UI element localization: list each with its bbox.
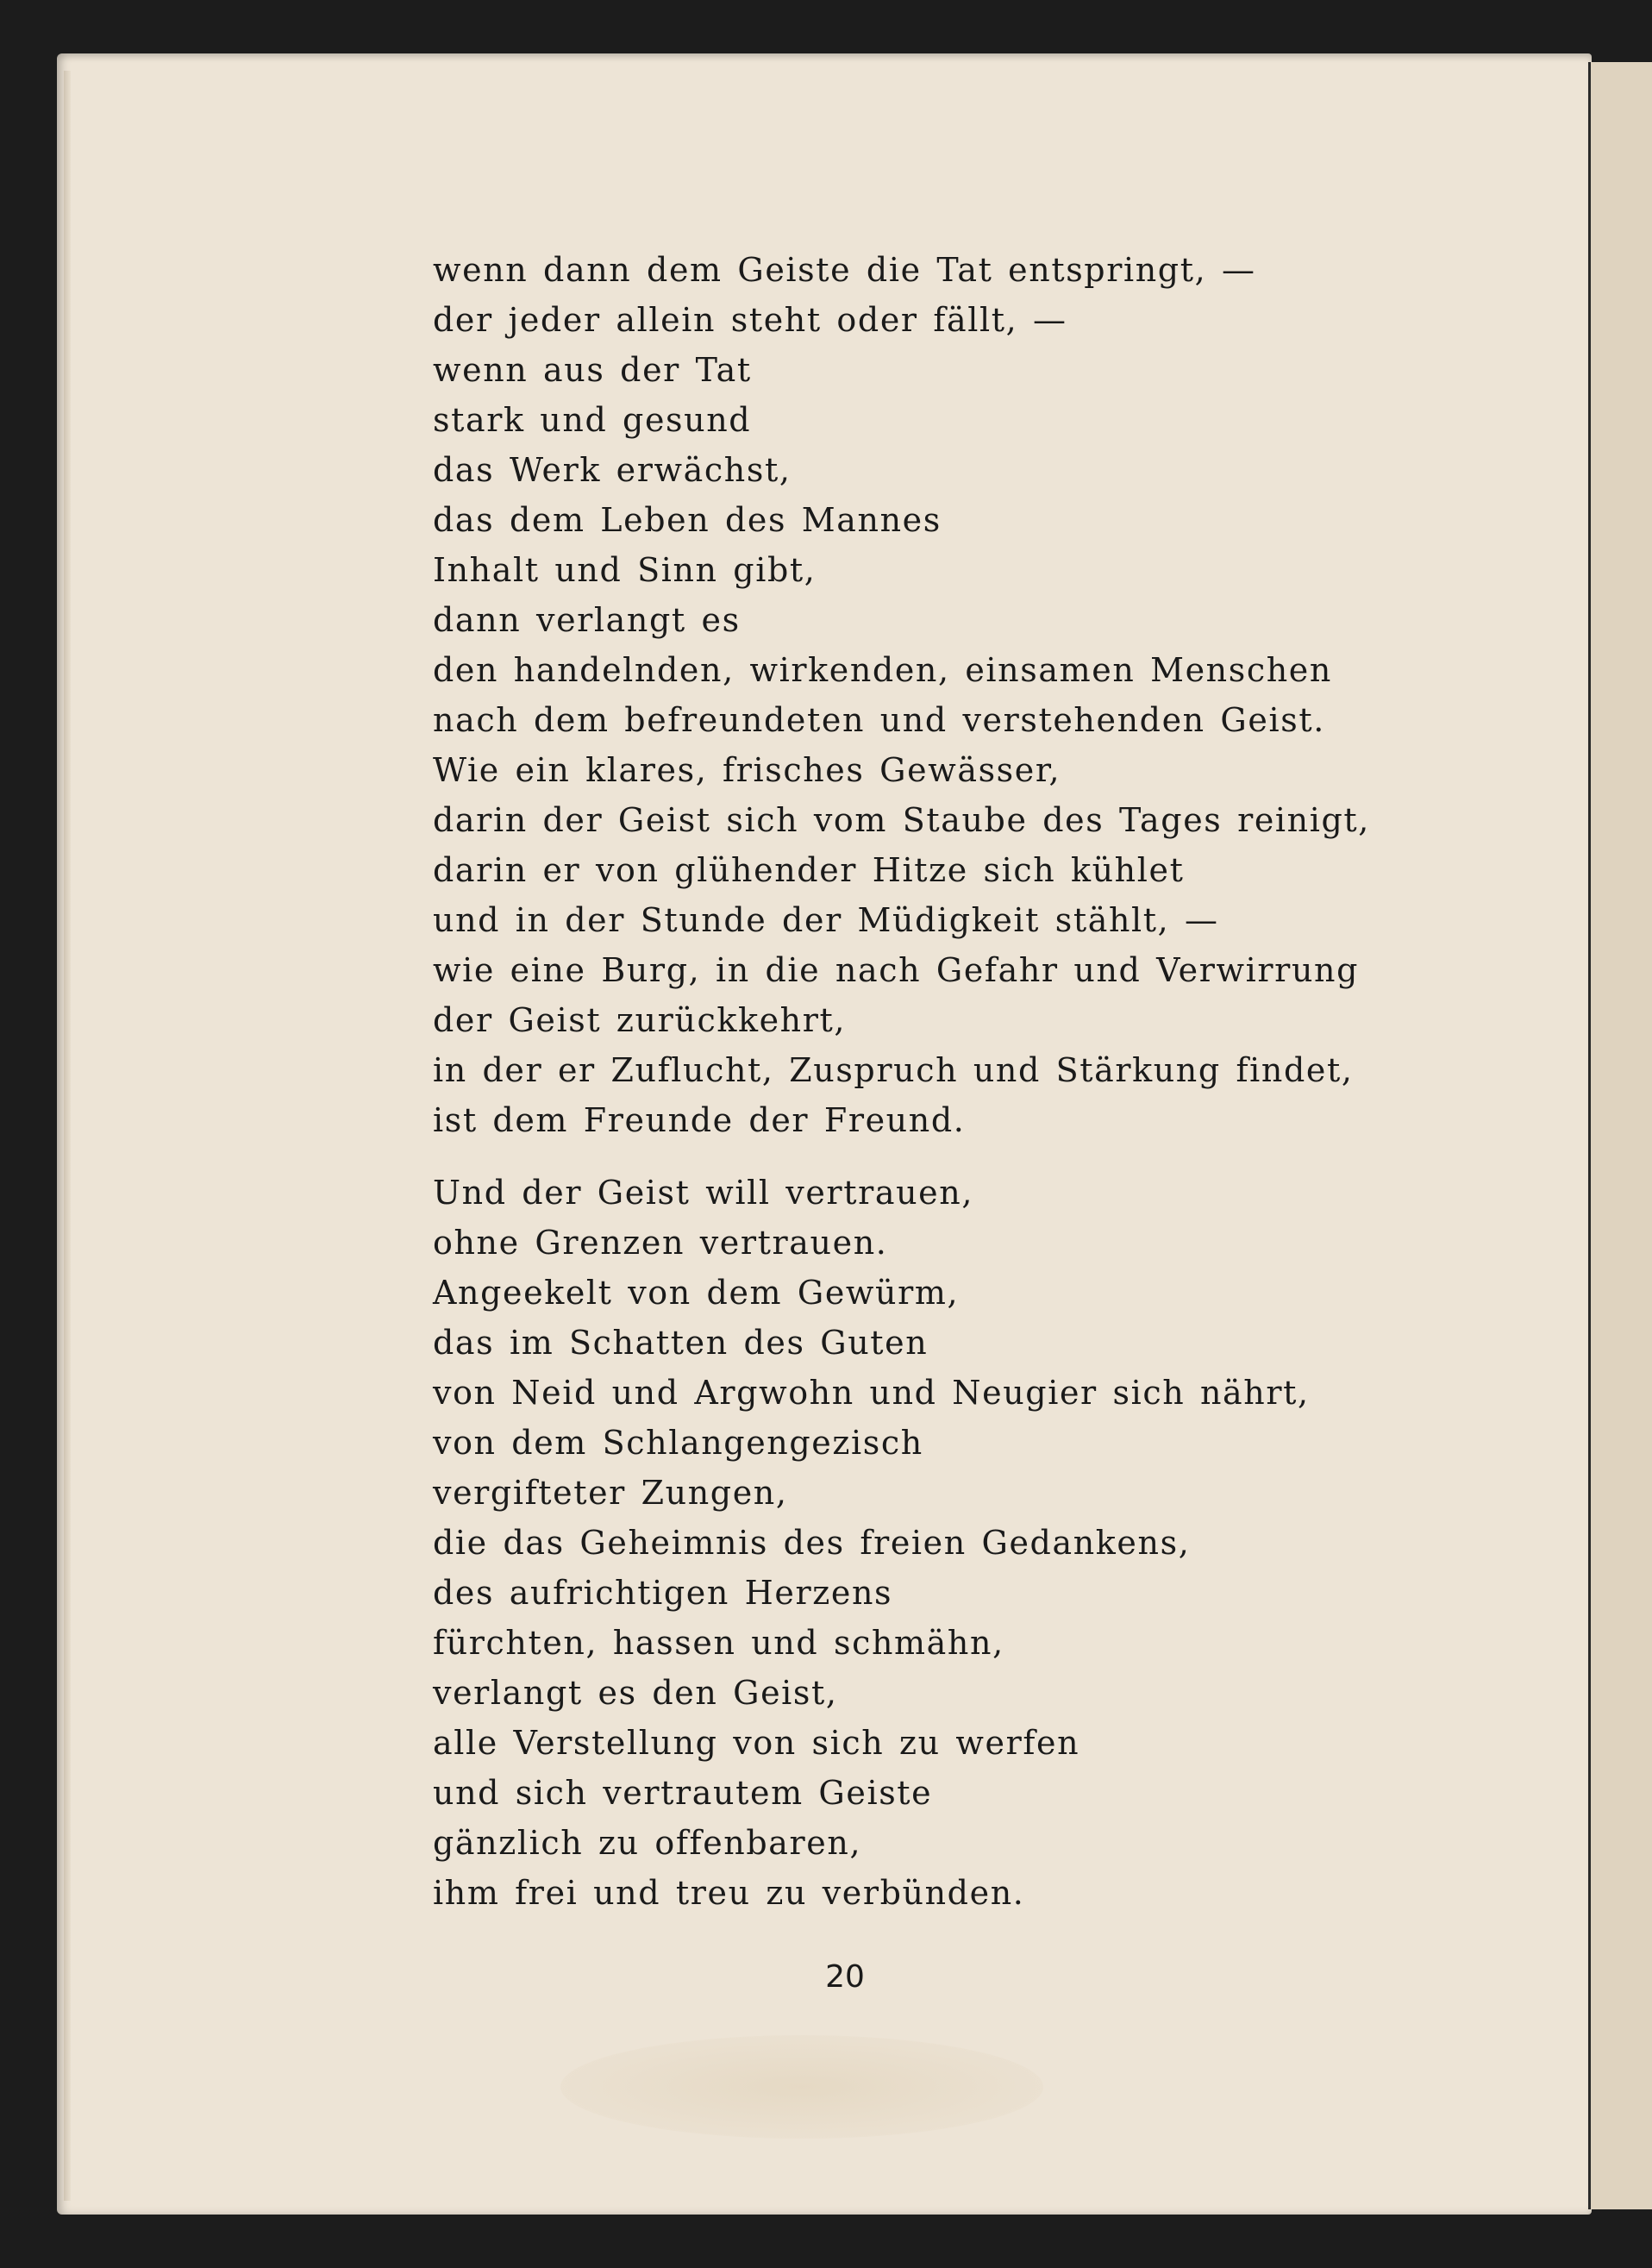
- poem-line: in der er Zuflucht, Zuspruch und Stärkung findet,: [433, 1051, 1354, 1089]
- poem-line: gänzlich zu offenbaren,: [433, 1824, 862, 1862]
- poem-line: das Werk erwächst,: [433, 451, 792, 489]
- poem-line: ohne Grenzen vertrauen.: [433, 1224, 888, 1262]
- poem-line: wie eine Burg, in die nach Gefahr und Verwirrung: [433, 951, 1360, 989]
- poem-line: ist dem Freunde der Freund.: [433, 1101, 966, 1139]
- poem-line: und in der Stunde der Müdigkeit stählt, —: [433, 901, 1219, 939]
- poem-line: dann verlangt es: [433, 601, 741, 639]
- poem-line: verlangt es den Geist,: [433, 1674, 838, 1712]
- poem-line: das im Schatten des Guten: [433, 1324, 929, 1362]
- poem-line: nach dem befreundeten und verstehenden Geist.: [433, 701, 1325, 739]
- poem-line: der jeder allein steht oder fällt, —: [433, 301, 1067, 339]
- poem-line: die das Geheimnis des freien Gedankens,: [433, 1524, 1191, 1562]
- poem-line: Wie ein klares, frisches Gewässer,: [433, 751, 1061, 789]
- stanza-1: [433, 245, 1370, 1145]
- page-number: 20: [825, 1959, 865, 1995]
- poem-line: wenn aus der Tat: [433, 351, 752, 389]
- paper-stain: [560, 2035, 1043, 2139]
- facing-page-edge: [1588, 62, 1652, 2209]
- poem-line: Angeekelt von dem Gewürm,: [433, 1274, 960, 1312]
- poem-line: darin er von glühender Hitze sich kühlet: [433, 851, 1185, 889]
- poem-line: alle Verstellung von sich zu werfen: [433, 1724, 1080, 1762]
- poem-line: fürchten, hassen und schmähn,: [433, 1624, 1004, 1662]
- poem-line: wenn dann dem Geiste die Tat entspringt, —: [433, 251, 1256, 289]
- poem-line: von dem Schlangengezisch: [433, 1424, 923, 1462]
- poem-line: vergifteter Zungen,: [433, 1474, 788, 1512]
- poem-line: den handelnden, wirkenden, einsamen Menschen: [433, 651, 1332, 689]
- page-edge: [64, 71, 71, 2201]
- poem-line: Inhalt und Sinn gibt,: [433, 551, 817, 589]
- poem-line: des aufrichtigen Herzens: [433, 1574, 893, 1612]
- poem-line: von Neid und Argwohn und Neugier sich nährt,: [433, 1374, 1310, 1412]
- poem-line: und sich vertrautem Geiste: [433, 1774, 933, 1812]
- poem-line: darin der Geist sich vom Staube des Tages reinigt,: [433, 801, 1370, 839]
- poem-text: [433, 245, 1370, 1918]
- stanza-2: [433, 1168, 1310, 1918]
- poem-line: Und der Geist will vertrauen,: [433, 1174, 974, 1212]
- poem-line: das dem Leben des Mannes: [433, 501, 942, 539]
- poem-line: der Geist zurückkehrt,: [433, 1001, 847, 1039]
- poem-line: ihm frei und treu zu verbünden.: [433, 1874, 1025, 1912]
- poem-line: stark und gesund: [433, 401, 752, 439]
